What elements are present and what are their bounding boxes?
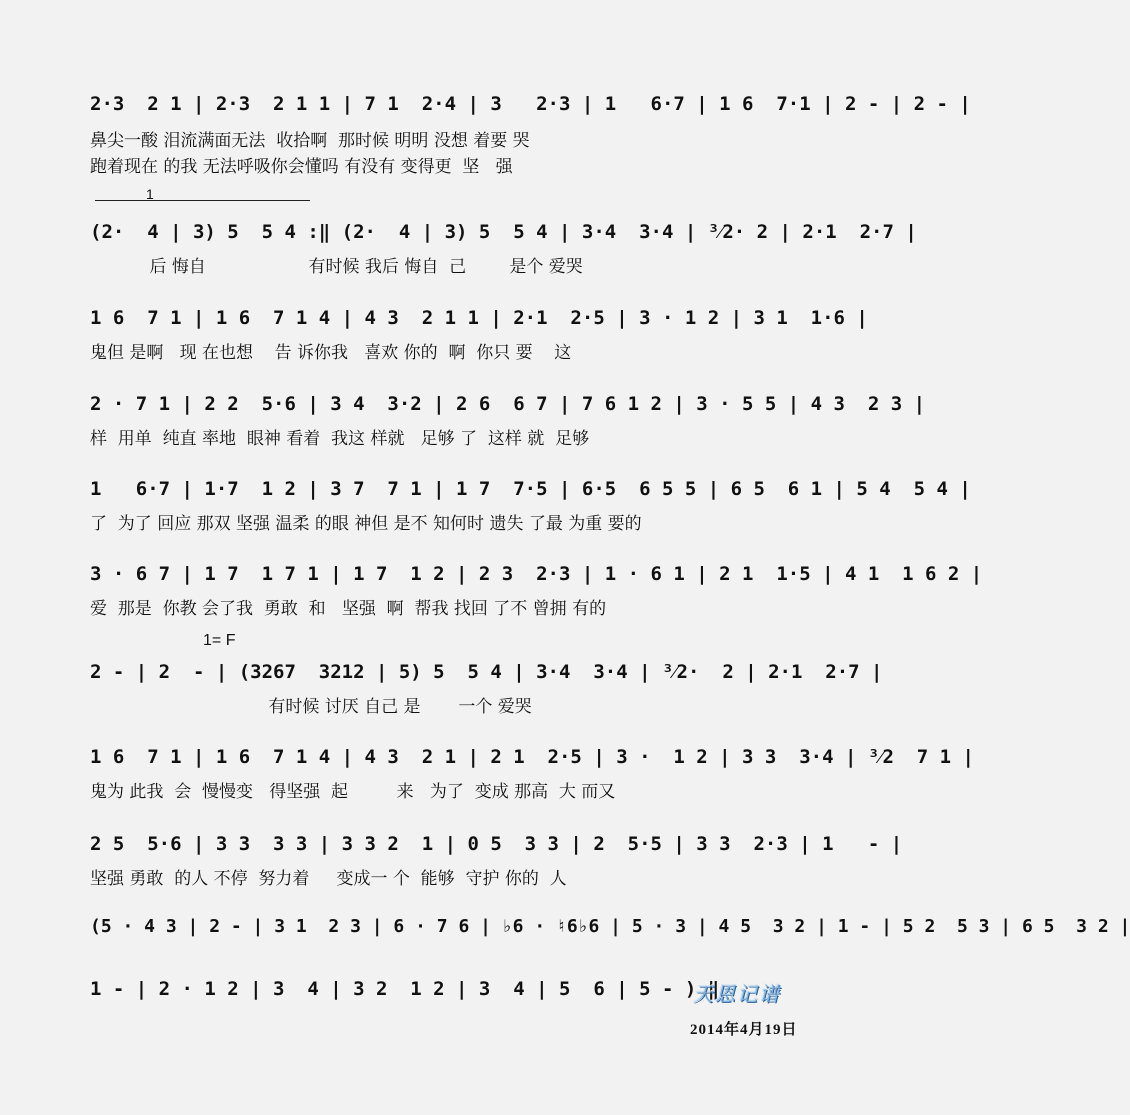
lyric-line-2: 后 悔自 有时候 我后 悔自 己 是个 爱哭 xyxy=(90,257,583,277)
lyric-line-8: 鬼为 此我 会 慢慢变 得坚强 起 来 为了 变成 那高 大 而又 xyxy=(90,782,616,802)
notation-line-4: 2 · 7 1 | 2 2 5·6 | 3 4 3·2 | 2 6 6 7 | 7 6 1 2 | 3 · 5 5 | 4 3 2 3 | xyxy=(90,393,926,415)
notation-line-7: 2 - | 2 - | (3267 3212 | 5) 5 5 4 | 3·4 3·4 | ³⁄2· 2 | 2·1 2·7 | xyxy=(90,661,883,683)
notation-line-8: 1 6 7 1 | 1 6 7 1 4 | 4 3 2 1 | 2 1 2·5 | 3 · 1 2 | 3 3 3·4 | ³⁄2 7 1 | xyxy=(90,746,974,768)
notation-line-9: 2 5 5·6 | 3 3 3 3 | 3 3 2 1 | 0 5 3 3 | 2 5·5 | 3 3 2·3 | 1 - | xyxy=(90,833,903,855)
notation-line-1: 2·3 2 1 | 2·3 2 1 1 | 7 1 2·4 | 3 2·3 | 1 6·7 | 1 6 7·1 | 2 - | 2 - | xyxy=(90,93,971,115)
lyric-line-4: 样 用单 纯直 率地 眼神 看着 我这 样就 足够 了 这样 就 足够 xyxy=(90,429,590,449)
notation-line-5: 1 6·7 | 1·7 1 2 | 3 7 7 1 | 1 7 7·5 | 6·5 6 5 5 | 6 5 6 1 | 5 4 5 4 | xyxy=(90,478,971,500)
volta-number: 1 xyxy=(146,186,154,202)
lyric-line-1b: 跑着现在 的我 无法呼吸你会懂吗 有没有 变得更 坚 强 xyxy=(90,157,513,177)
lyric-line-3: 鬼但 是啊 现 在也想 告 诉你我 喜欢 你的 啊 你只 要 这 xyxy=(90,343,572,363)
notation-line-3: 1 6 7 1 | 1 6 7 1 4 | 4 3 2 1 1 | 2·1 2·5 | 3 · 1 2 | 3 1 1·6 | xyxy=(90,307,868,329)
notation-line-10: (5 · 4 3 | 2 - | 3 1 2 3 | 6 · 7 6 | ♭6 · ♮6♭6 | 5 · 3 | 4 5 3 2 | 1 - | 5 2 5 3 | 6 5 3 2 | xyxy=(90,916,1130,937)
notation-line-2: (2· 4 | 3) 5 5 4 :‖ (2· 4 | 3) 5 5 4 | 3·4 3·4 | ³⁄2· 2 | 2·1 2·7 | xyxy=(90,221,917,243)
notation-line-6: 3 · 6 7 | 1 7 1 7 1 | 1 7 1 2 | 2 3 2·3 | 1 · 6 1 | 2 1 1·5 | 4 1 1 6 2 | xyxy=(90,563,983,585)
lyric-line-5: 了 为了 回应 那双 坚强 温柔 的眼 神但 是不 知何时 遗失 了最 为重 要的 xyxy=(90,514,642,534)
lyric-line-1a: 鼻尖一酸 泪流满面无法 收拾啊 那时候 明明 没想 着要 哭 xyxy=(90,131,530,151)
lyric-line-7: 有时候 讨厌 自己 是 一个 爱哭 xyxy=(90,697,532,717)
lyric-line-6: 爱 那是 你教 会了我 勇敢 和 坚强 啊 帮我 找回 了不 曾拥 有的 xyxy=(90,599,607,619)
notation-line-11: 1 - | 2 · 1 2 | 3 4 | 3 2 1 2 | 3 4 | 5 6 | 5 - ) ‖ xyxy=(90,978,720,1000)
key-signature: 1= F xyxy=(203,632,236,649)
lyric-line-9: 坚强 勇敢 的人 不停 努力着 变成一 个 能够 守护 你的 人 xyxy=(90,869,567,889)
watermark: 天恩记谱 xyxy=(693,984,781,1006)
volta-bracket xyxy=(95,200,310,201)
date: 2014年4月19日 xyxy=(690,1022,798,1038)
